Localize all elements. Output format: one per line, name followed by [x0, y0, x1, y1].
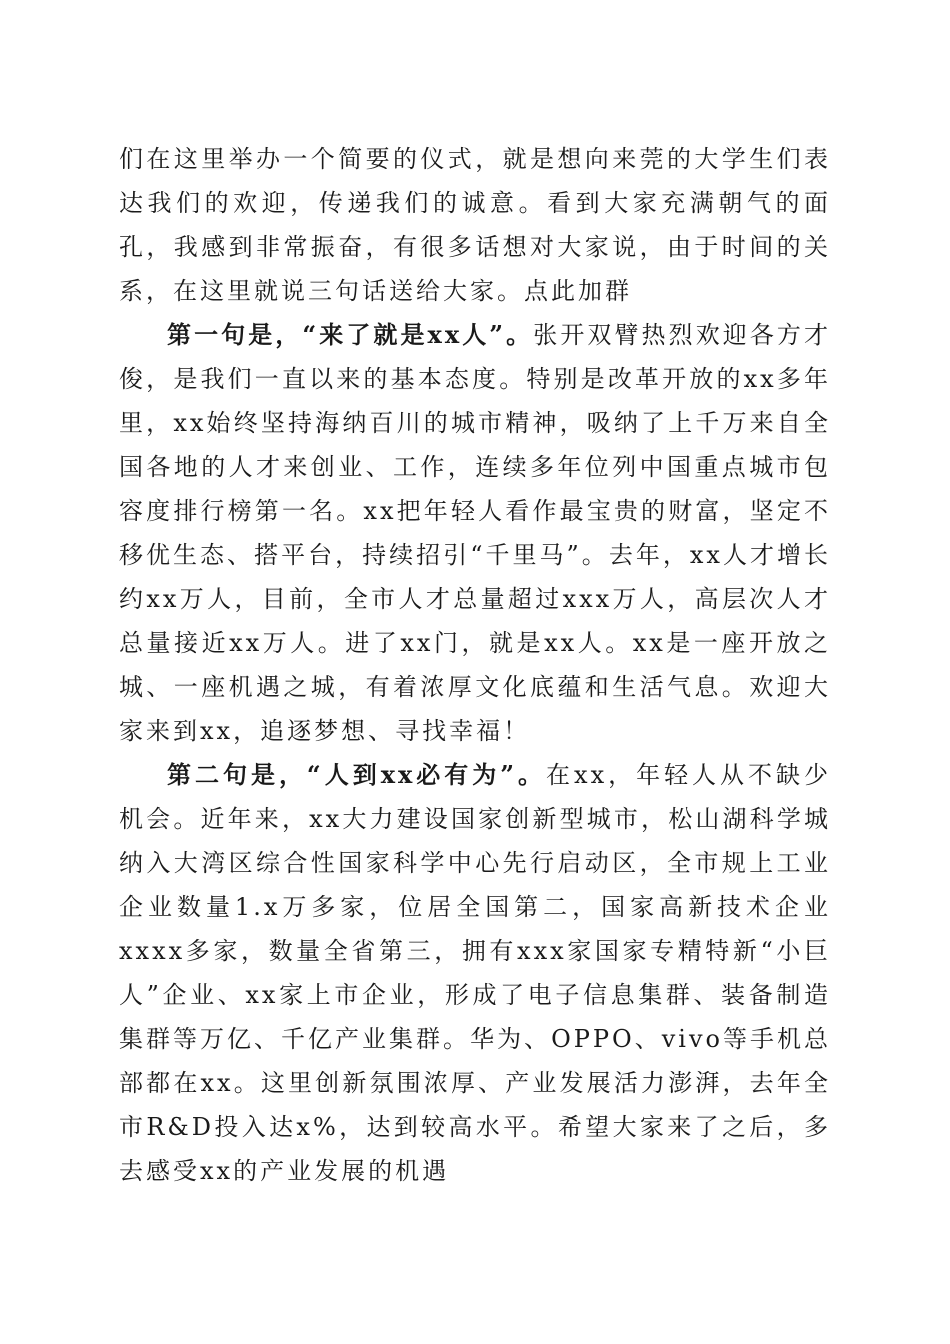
paragraph-text: 张开双臂热烈欢迎各方才俊，是我们一直以来的基本态度。特别是改革开放的xx多年里，xx始终坚持海纳百川的城市精神，吸纳了上千万来自全国各地的人才来创业、工作，连续多年位列中国重点城市包容度排行榜第一名。xx把年轻人看作最宝贵的财富，坚定不移优生态、搭平台，持续招引“千里马”。去年，xx人才增长约xx万人，目前，全市人才总量超过xxx万人，高层次人才总量接近xx万人。进了xx门，就是xx人。xx是一座开放之城、一座机遇之城，有着浓厚文化底蕴和生活气息。欢迎大家来到xx，追逐梦想、寻找幸福！ [119, 321, 832, 745]
paragraph-opening [119, 137, 831, 313]
paragraph-lead: 第二句是，“人到xx必有为”。 [167, 760, 547, 789]
paragraph-first-sentence [119, 313, 831, 753]
paragraph-second-sentence [119, 753, 831, 1193]
paragraph-lead: 第一句是，“来了就是xx人”。 [167, 320, 534, 349]
document-body [119, 137, 831, 1193]
paragraph-text: 们在这里举办一个简要的仪式，就是想向来莞的大学生们表达我们的欢迎，传递我们的诚意。看到大家充满朝气的面孔，我感到非常振奋，有很多话想对大家说，由于时间的关系，在这里就说三句话送给大家。点此加群 [119, 145, 831, 305]
paragraph-text: 在xx，年轻人从不缺少机会。近年来，xx大力建设国家创新型城市，松山湖科学城纳入大湾区综合性国家科学中心先行启动区，全市规上工业企业数量1.x万多家，位居全国第二，国家高新技术企业xxxx多家，数量全省第三，拥有xxx家国家专精特新“小巨人”企业、xx家上市企业，形成了电子信息集群、装备制造集群等万亿、千亿产业集群。华为、OPPO、vivo等手机总部都在xx。这里创新氛围浓厚、产业发展活力澎湃，去年全市R&D投入达x%，达到较高水平。希望大家来了之后，多去感受xx的产业发展的机遇 [119, 761, 831, 1185]
